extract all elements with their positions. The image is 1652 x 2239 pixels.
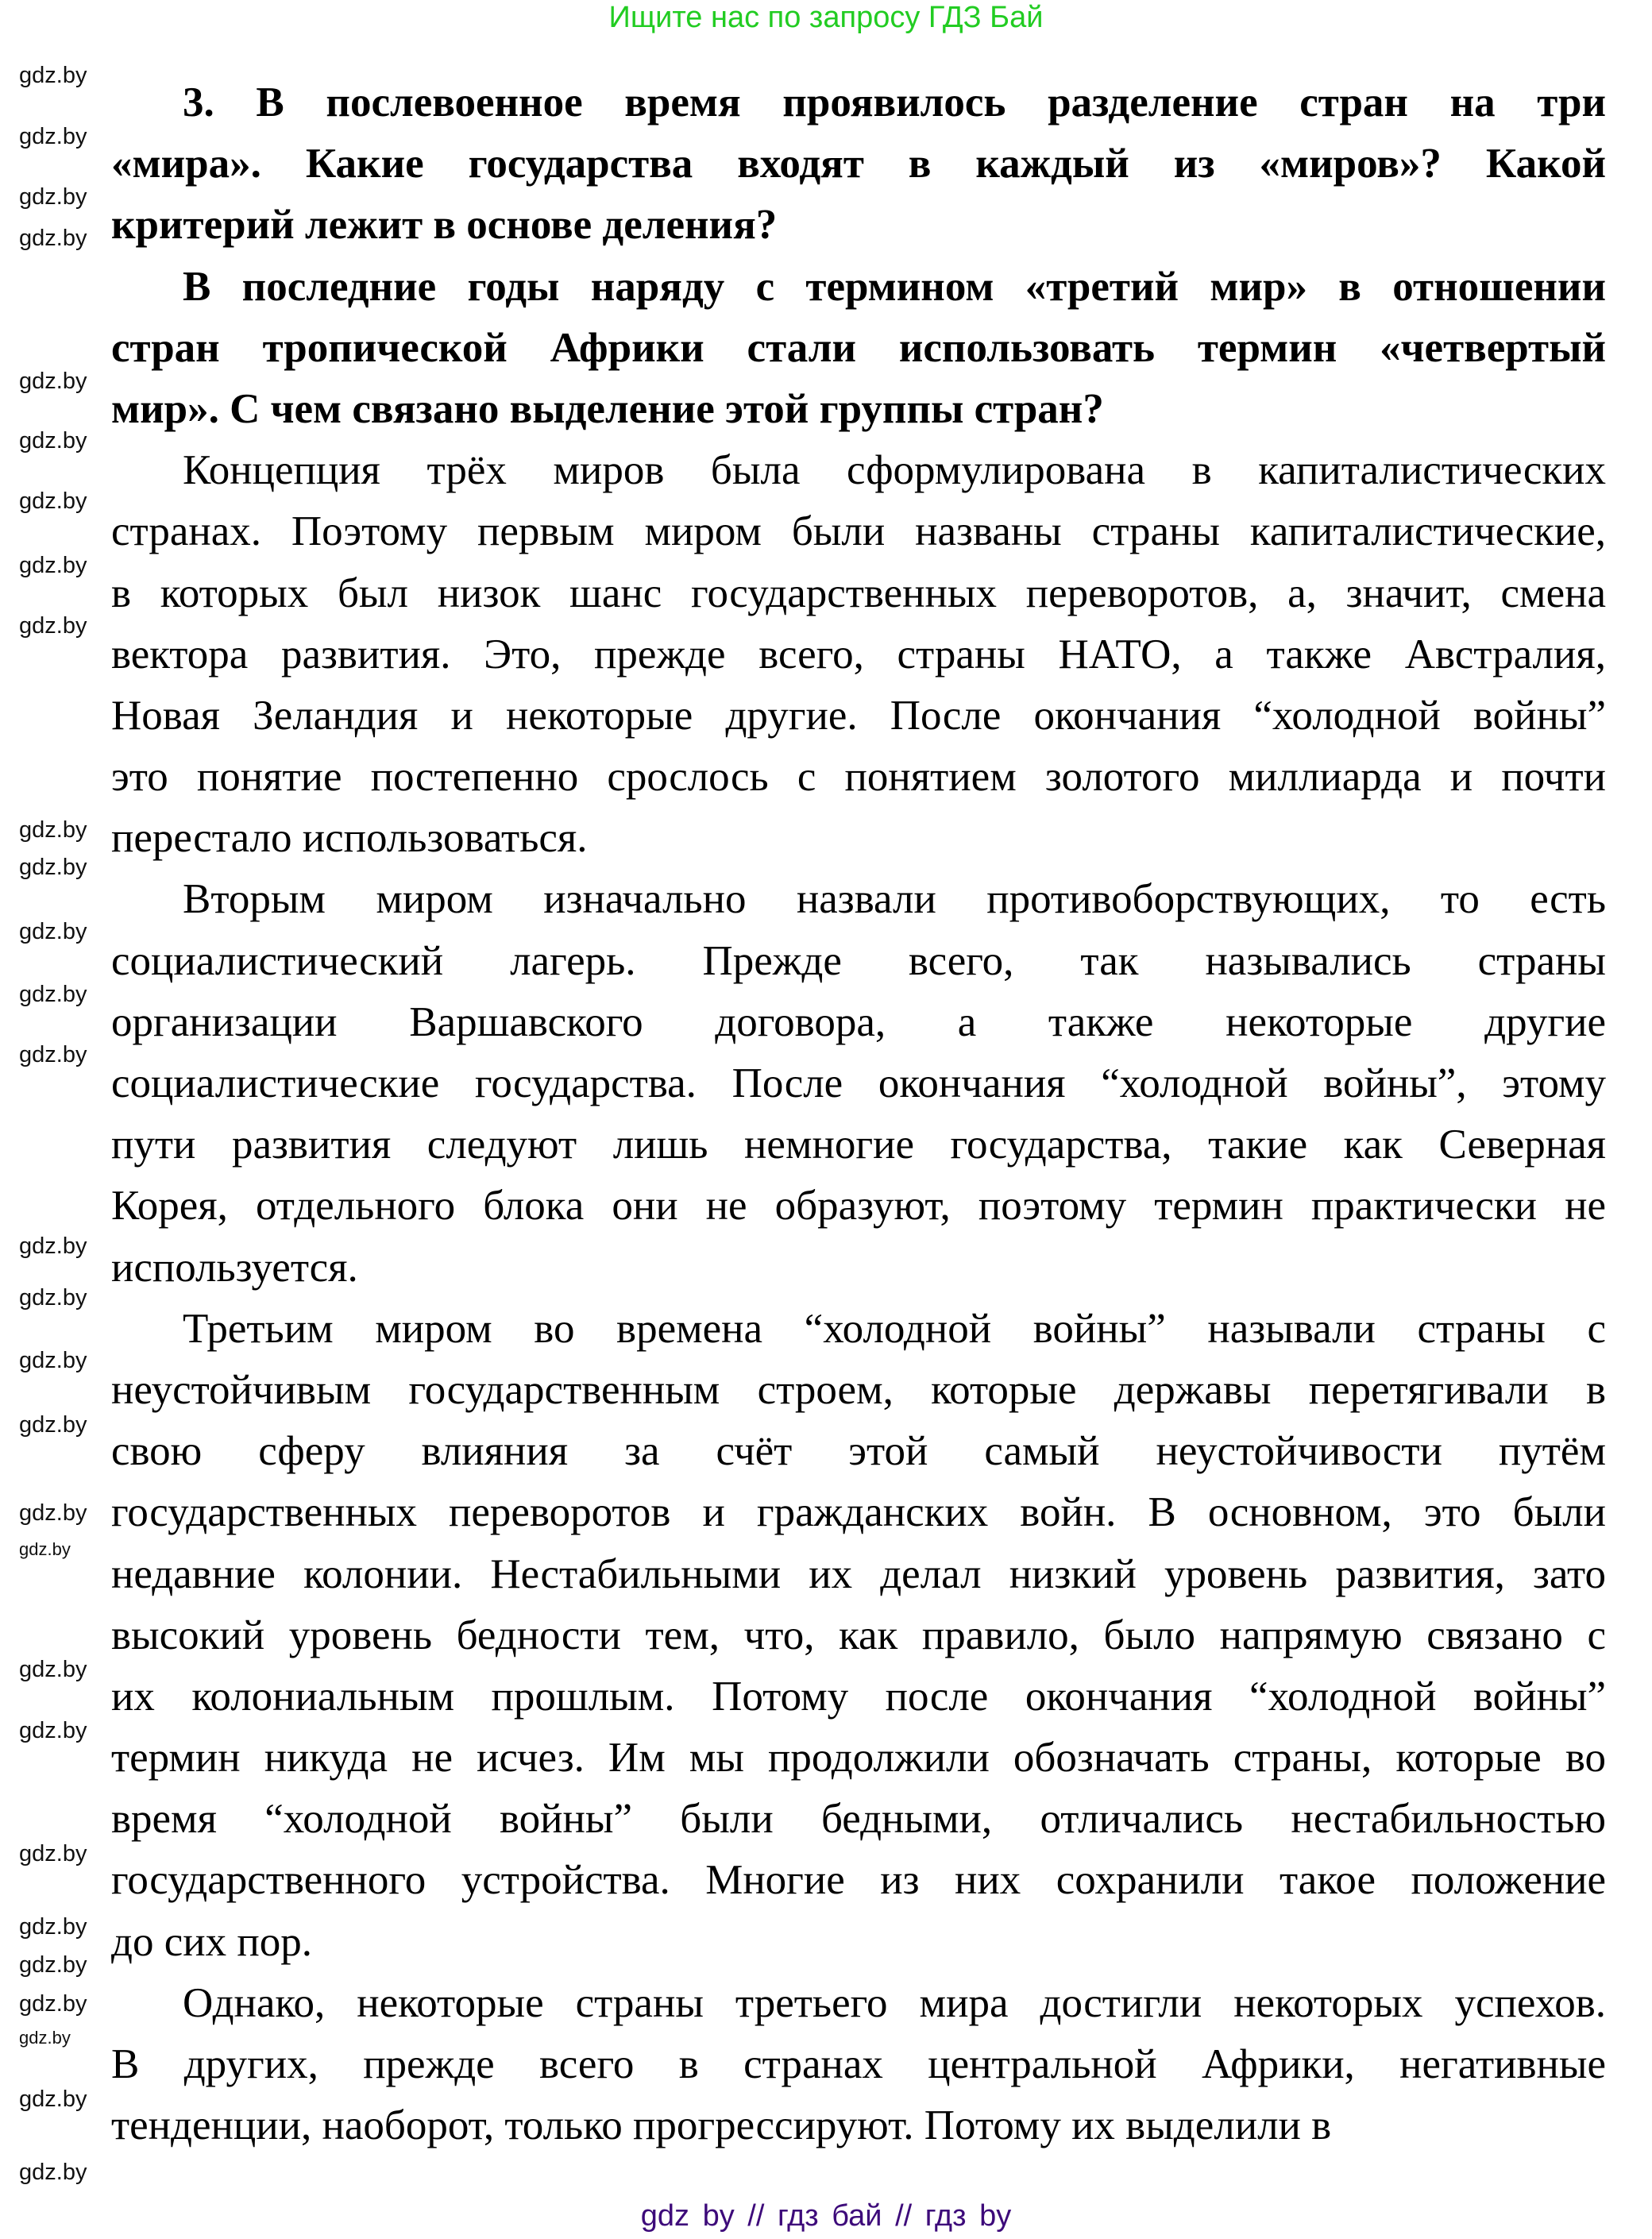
watermark-label: gdz.by — [19, 1042, 87, 1067]
watermark-label: gdz.by — [19, 1952, 87, 1978]
answer-paragraph — [111, 869, 1606, 1298]
question-block — [111, 72, 1606, 440]
footer-banner[interactable]: gdz by // гдз бай // гдз by — [640, 2199, 1012, 2233]
text-line: это понятие постепенно срослось с понятием золотого миллиарда и почти — [111, 754, 1606, 801]
watermark-label: gdz.by — [19, 817, 87, 843]
watermark-label: gdz.by — [19, 1500, 87, 1526]
question-paragraph — [111, 72, 1606, 257]
text-line: термин никуда не исчез. Им мы продолжили обозначать страны, которые во — [111, 1735, 1606, 1782]
answer-paragraph — [111, 1299, 1606, 1973]
text-line: странах. Поэтому первым миром были названы страны капиталистические, — [111, 508, 1606, 555]
watermark-label: gdz.by — [19, 1539, 71, 1559]
watermark-label: gdz.by — [19, 488, 87, 514]
text-line: их колониальным прошлым. Потому после окончания “холодной войны” — [111, 1673, 1606, 1720]
watermark-label: gdz.by — [19, 1657, 87, 1682]
watermark-label: gdz.by — [19, 1718, 87, 1743]
document-body — [111, 72, 1606, 2156]
watermark-label: gdz.by — [19, 553, 87, 578]
text-line: стран тропической Африки стали использовать термин «четвертый — [111, 324, 1606, 371]
text-line: Вторым миром изначально назвали противоборствующих, то есть — [183, 876, 1606, 923]
text-line: Концепция трёх миров была сформулирована в капиталистических — [183, 447, 1606, 494]
watermark-label: gdz.by — [19, 124, 87, 149]
text-line: Однако, некоторые страны третьего мира достигли некоторых успехов. — [183, 1979, 1606, 2026]
text-line: неустойчивым государственным строем, которые державы перетягивали в — [111, 1366, 1606, 1413]
watermark-label: gdz.by — [19, 428, 87, 454]
text-line: вектора развития. Это, прежде всего, страны НАТО, а также Австралия, — [111, 631, 1606, 677]
text-line: используется. — [111, 1244, 358, 1291]
text-line: В других, прежде всего в странах центральной Африки, негативные — [111, 2041, 1606, 2087]
text-line: «мира». Какие государства входят в каждый из «миров»? Какой — [111, 141, 1606, 187]
watermark-label: gdz.by — [19, 855, 87, 880]
header-banner[interactable]: Ищите нас по запросу ГДЗ Бай — [608, 1, 1044, 34]
text-line: государственного устройства. Многие из них сохранили такое положение — [111, 1857, 1606, 1904]
text-line: Корея, отдельного блока они не образуют, поэтому термин практически не — [111, 1183, 1606, 1230]
text-line: критерий лежит в основе деления? — [111, 202, 778, 249]
watermark-label: gdz.by — [19, 919, 87, 944]
watermark-label: gdz.by — [19, 1348, 87, 1373]
question-paragraph — [111, 257, 1606, 441]
text-line: недавние колонии. Нестабильными их делал низкий уровень развития, зато — [111, 1550, 1606, 1597]
answer-paragraph — [111, 1973, 1606, 2157]
text-line: в которых был низок шанс государственных переворотов, а, значит, смена — [111, 569, 1606, 616]
text-line: организации Варшавского договора, а также некоторые другие — [111, 998, 1606, 1045]
text-line: свою сферу влияния за счёт этой самый неустойчивости путём — [111, 1428, 1606, 1475]
watermark-label: gdz.by — [19, 369, 87, 394]
watermark-label: gdz.by — [19, 1233, 87, 1259]
text-line: до сих пор. — [111, 1918, 312, 1965]
text-line: время “холодной войны” были бедными, отличались нестабильностью — [111, 1796, 1606, 1843]
watermark-label: gdz.by — [19, 1914, 87, 1940]
text-line: Новая Зеландия и некоторые другие. После окончания “холодной войны” — [111, 692, 1606, 739]
watermark-label: gdz.by — [19, 613, 87, 639]
text-line: В последние годы наряду с термином «третий мир» в отношении — [183, 263, 1606, 310]
text-line: социалистический лагерь. Прежде всего, так назывались страны — [111, 937, 1606, 984]
text-line: высокий уровень бедности тем, что, как правило, было напрямую связано с — [111, 1612, 1606, 1658]
watermark-label: gdz.by — [19, 982, 87, 1007]
text-line: социалистические государства. После окончания “холодной войны”, этому — [111, 1060, 1606, 1106]
watermark-label: gdz.by — [19, 226, 87, 251]
answer-paragraph — [111, 440, 1606, 869]
text-line: перестало использоваться. — [111, 815, 588, 862]
watermark-label: gdz.by — [19, 1412, 87, 1438]
text-line: государственных переворотов и гражданских войн. В основном, это были — [111, 1489, 1606, 1536]
watermark-label: gdz.by — [19, 1285, 87, 1311]
watermark-label: gdz.by — [19, 1841, 87, 1866]
watermark-label: gdz.by — [19, 184, 87, 210]
watermark-label: gdz.by — [19, 2160, 87, 2185]
text-line: тенденции, наоборот, только прогрессируют. Потому их выделили в — [111, 2102, 1332, 2149]
watermark-label: gdz.by — [19, 2087, 87, 2112]
text-line: 3. В послевоенное время проявилось разделение стран на три — [183, 79, 1606, 125]
answer-block — [111, 440, 1606, 2156]
watermark-label: gdz.by — [19, 63, 87, 88]
watermark-label: gdz.by — [19, 2028, 71, 2048]
text-line: Третьим миром во времена “холодной войны” называли страны с — [183, 1305, 1606, 1352]
text-line: мир». С чем связано выделение этой группы стран? — [111, 385, 1104, 432]
text-line: пути развития следуют лишь немногие государства, такие как Северная — [111, 1121, 1606, 1168]
watermark-label: gdz.by — [19, 1991, 87, 2017]
